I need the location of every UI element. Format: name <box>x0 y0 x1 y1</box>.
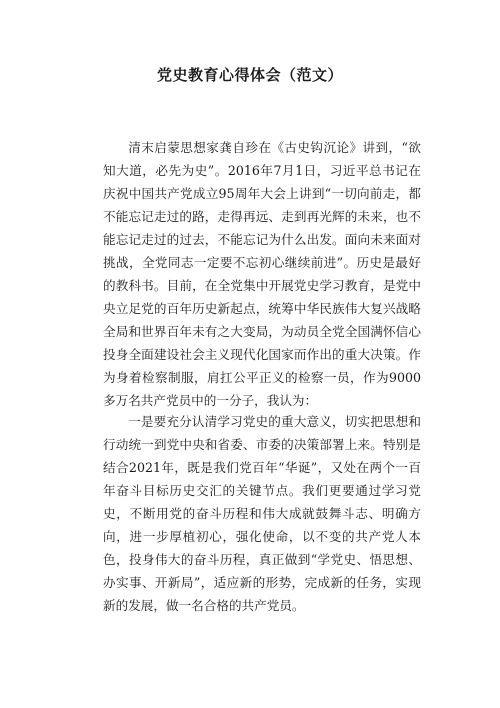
paragraph-1: 清末启蒙思想家龚自珍在《古史钩沉论》讲到，“欲知大道，必先为史”。2016年7月1日，习近平总书记在庆祝中国共产党成立95周年大会上讲到“一切向前走，都不能忘记走过的路，走得再远、走到再光辉的未来，也不能忘记走过的过去，不能忘记为什么出发。面向未来面对挑战，全党同志一定要不忘初心继续前进”。历史是最好的教科书。目前，在全党集中开展党史学习教育，是党中央立足党的百年历史新起点，统筹中华民族伟大复兴战略全局和世界百年未有之大变局，为动员全党全国满怀信心投身全面建设社会主义现代化国家而作出的重大决策。作为身着检察制服，肩扛公平正义的检察一员，作为9000多万名共产党员中的一分子，我认为： <box>103 140 421 408</box>
paragraph-2: 一是要充分认清学习党史的重大意义，切实把思想和行动统一到党中央和省委、市委的决策部署上来。特别是结合2021年，既是我们党百年“华诞”，又处在两个一百年奋斗目标历史交汇的关键节点。我们更要通过学习党史，不断用党的奋斗历程和伟大成就鼓舞斗志、明确方向，进一步厚植初心，强化使命，以不变的共产党人本色，投身伟大的奋斗历程，真正做到“学党史、悟思想、办实事、开新局”，适应新的形势，完成新的任务，实现新的发展，做一名合格的共产党员。 <box>103 414 421 613</box>
document-title: 党史教育心得体会（范文） <box>156 66 343 84</box>
